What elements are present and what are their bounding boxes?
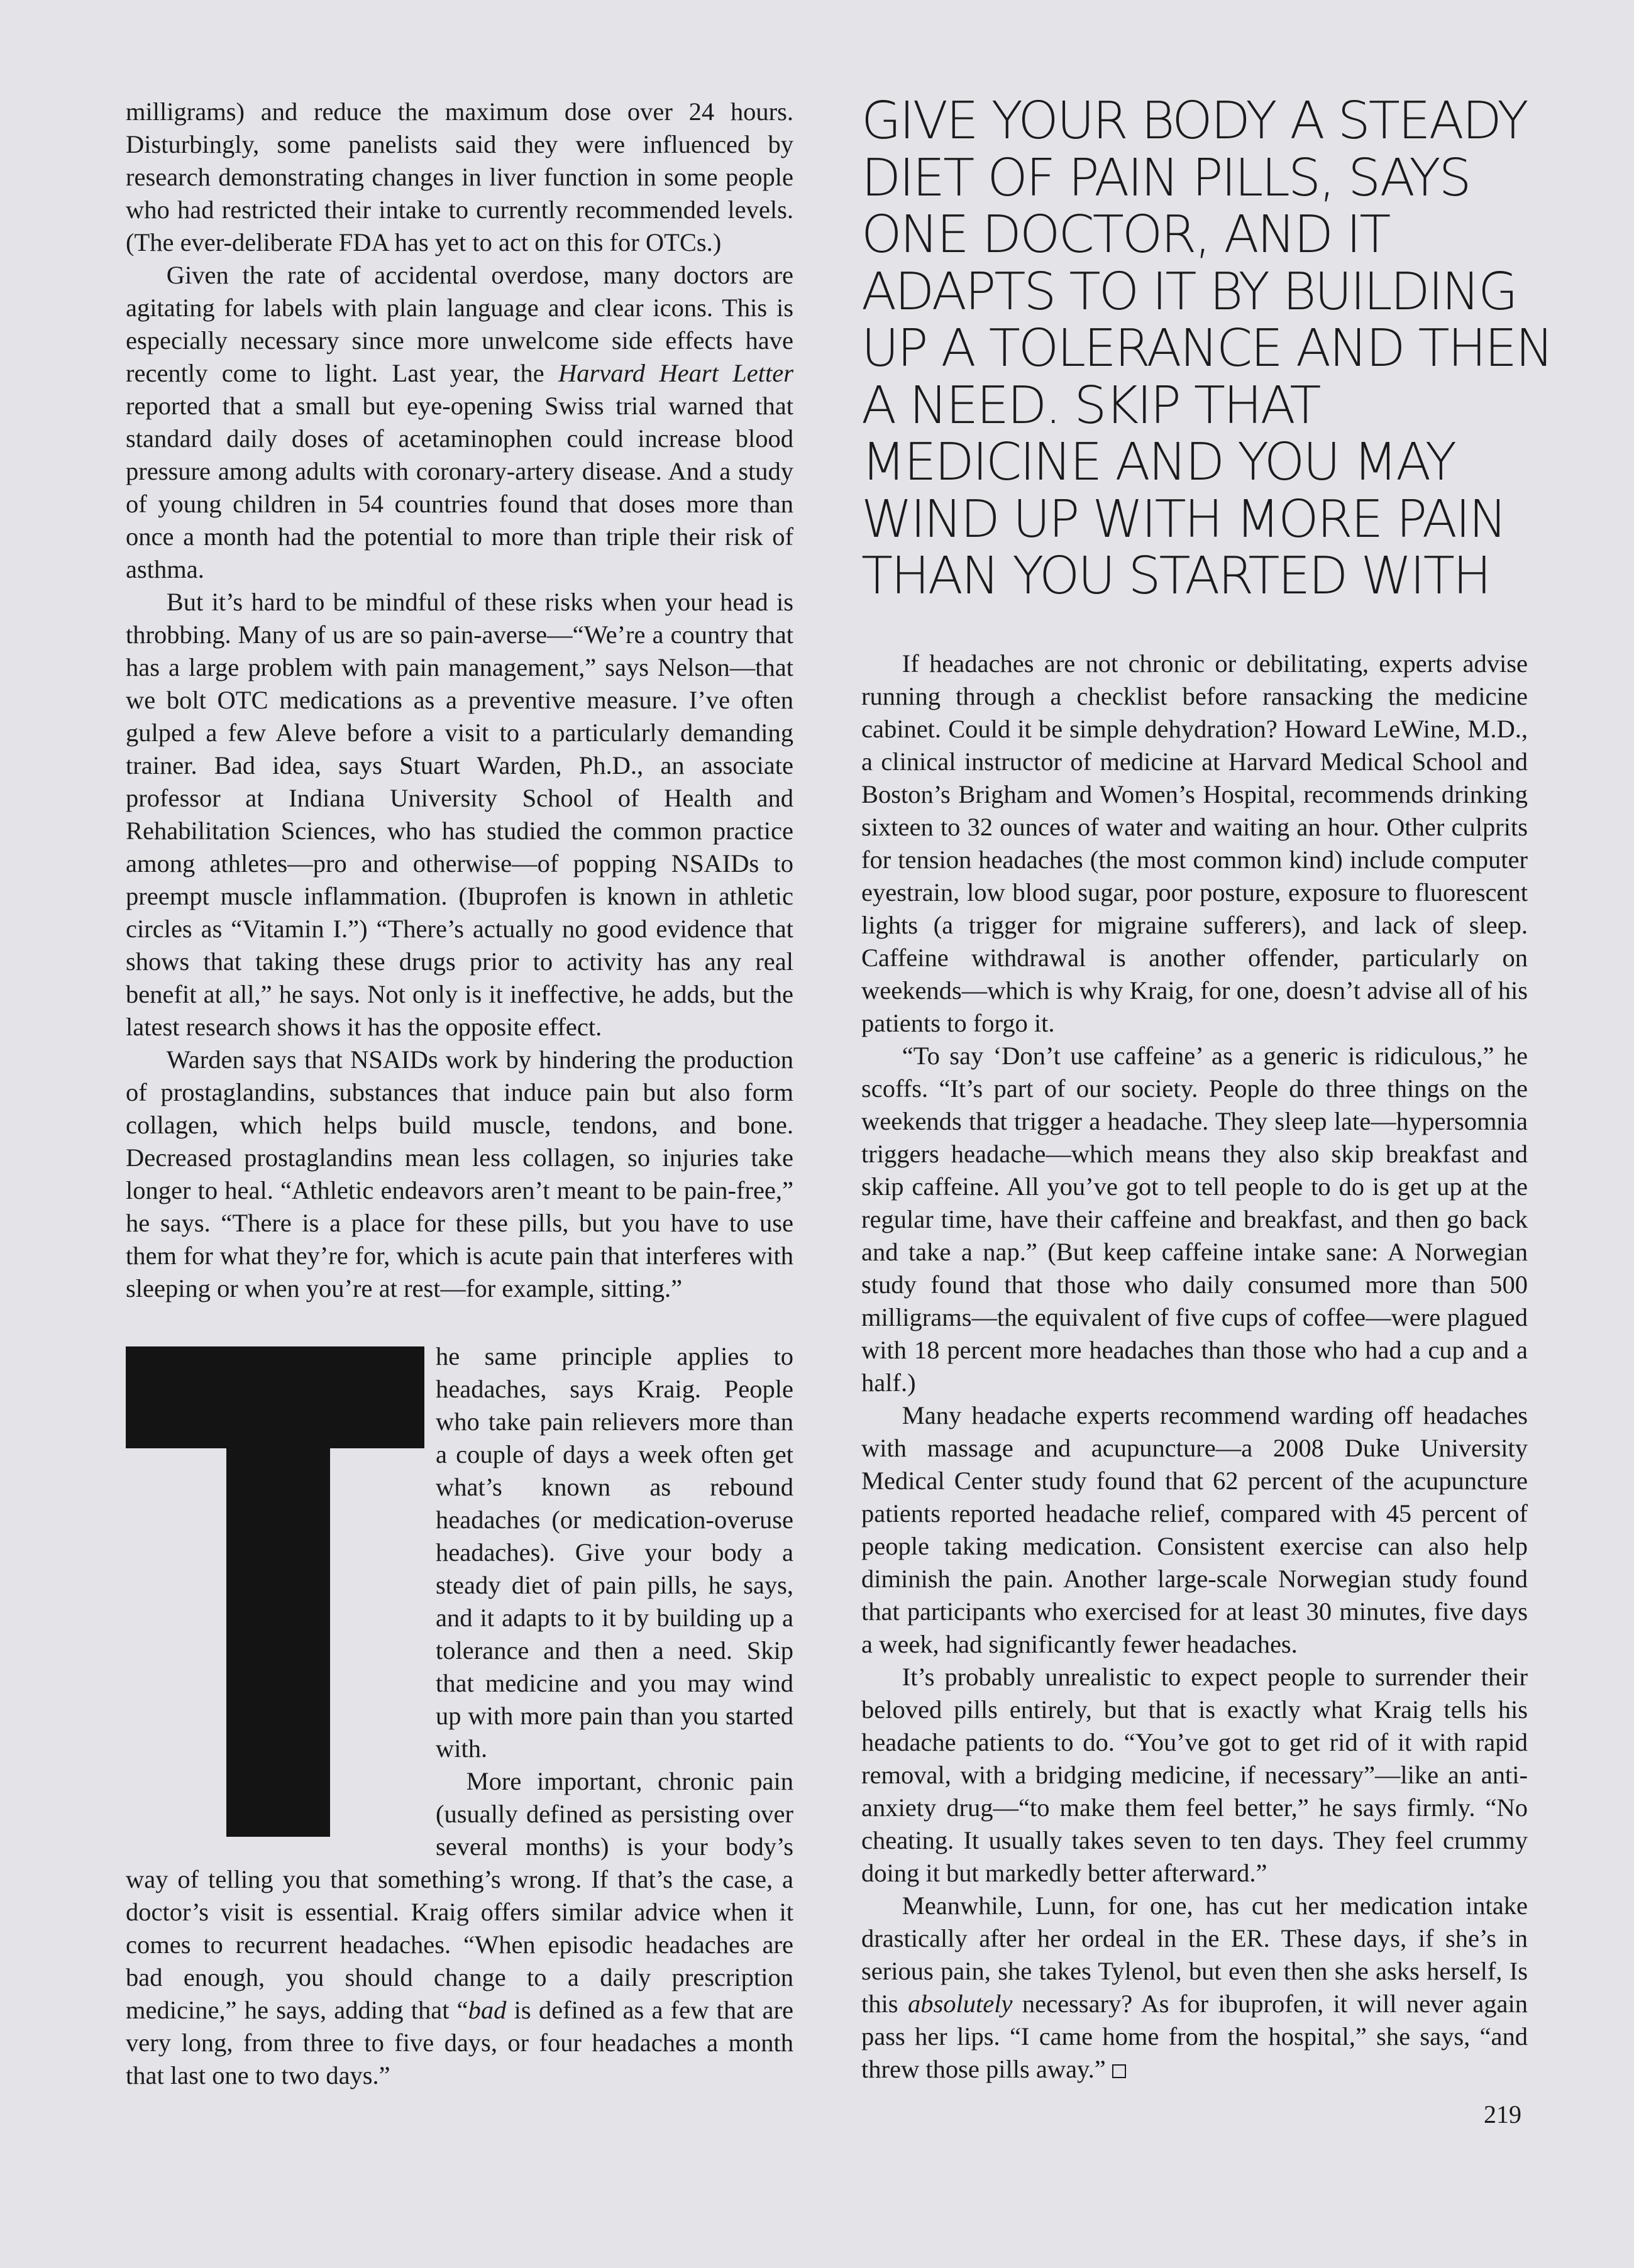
left-column (126, 96, 793, 2092)
emphasis: bad (468, 1996, 507, 2024)
drop-cap-stem (226, 1346, 330, 1837)
body-paragraph: milligrams) and reduce the maximum dose over 24 hours. Disturbingly, some panelists said they were influenced by research demonstrating changes in liver function in some people who had restricted their intake to currently recommended levels. (The ever-deliberate FDA has yet to act on this for OTCs.) (126, 97, 793, 256)
text-run: necessary? As for ibuprofen, it will never again pass her lips. “I came home from the hospital,” she says, “and threw those pills away.” (861, 1990, 1528, 2083)
text-run: is defined as a few that are very long, from three to five days, or four headaches a month that last one to two days.” (126, 1996, 793, 2089)
text-run: reported that a small but eye-opening Swiss trial warned that standard daily doses of acetaminophen could increase blood pressure among adults with coronary-artery disease. And a study of young children in 54 countries found that doses more than once a month had the potential to more than triple their risk of asthma. (126, 392, 793, 583)
body-paragraph: But it’s hard to be mindful of these risks when your head is throbbing. Many of us are so pain-averse—“We’re a country that has a large problem with pain management,” says Nelson—that we bolt OTC medications as a preventive measure. I’ve often gulped a few Aleve before a visit to a particularly demanding trainer. Bad idea, says Stuart Warden, Ph.D., an associate professor at Indiana University School of Health and Rehabilitation Sciences, who has studied the common practice among athletes—pro and otherwise—of popping NSAIDs to preempt muscle inflammation. (Ibuprofen is known in athletic circles as “Vitamin I.”) “There’s actually no good evidence that shows that taking these drugs prior to activity has any real benefit at all,” he says. Not only is it ineffective, he adds, but the latest research shows it has the opposite effect. (126, 588, 793, 1041)
end-mark-icon (1112, 2064, 1126, 2078)
text-run: Meanwhile, Lunn, for one, has cut her medication intake drastically after her ordeal in the ER. These days, if she’s in serious pain, she takes Tylenol, but even then she asks herself, Is this (861, 1891, 1528, 2018)
publication-title: Harvard Heart Letter (558, 359, 793, 387)
body-paragraph: Warden says that NSAIDs work by hindering the production of prostaglandins, substances that induce pain but also form collagen, which helps build muscle, tendons, and bone. Decreased prostaglandins mean less collagen, so injuries take longer to heal. “Athletic endeavors aren’t meant to be pain-free,” he says. “There is a place for these pills, but you have to use them for what they’re for, which is acute pain that interferes with sleeping or when you’re at rest—for example, sitting.” (126, 1045, 793, 1302)
page-number: 219 (1484, 2100, 1521, 2128)
body-paragraph: “To say ‘Don’t use caffeine’ as a generic is ridiculous,” he scoffs. “It’s part of our society. People do three things on the weekends that trigger a headache. They sleep late—hypersomnia triggers headache—which means they also skip breakfast and skip caffeine. All you’ve got to tell people to do is get up at the regular time, have their caffeine and breakfast, and then go back and take a nap.” (But keep caffeine intake sane: A Norwegian study found that those who daily consumed more than 500 milligrams—the equivalent of five cups of coffee—were plagued with 18 percent more headaches than those who had a cup and a half.) (861, 1042, 1528, 1397)
pull-quote: GIVE YOUR BODY A STEADY DIET OF PAIN PILLS, SAYS ONE DOCTOR, AND IT ADAPTS TO IT BY BUILDING UP A TOLERANCE AND THEN A NEED. SKIP THAT MEDICINE AND YOU MAY WIND UP WITH MORE PAIN THAN YOU STARTED WITH (861, 91, 1552, 606)
drop-cap (126, 1346, 424, 1843)
body-paragraph (126, 1340, 793, 1765)
body-paragraph: It’s probably unrealistic to expect people to surrender their beloved pills entirely, but that is exactly what Kraig tells his headache patients to do. “You’ve got to get rid of it with rapid removal, with a bridging medicine, if necessary”—like an anti-anxiety drug—“to make them feel better,” he says firmly. “No cheating. It usually takes seven to ten days. They feel crummy doing it but markedly better afterward.” (861, 1663, 1528, 1887)
body-paragraph (126, 259, 793, 586)
text-run: More important, chronic pain (usually defined as persisting over several months) is your body’s way of telling you that something’s wrong. If that’s the case, a doctor’s visit is essential. Kraig offers similar advice when it comes to recurrent headaches. “When episodic headaches are bad enough, you should change to a daily prescription medicine,” he says, adding that “ (126, 1767, 793, 2024)
body-paragraph (861, 1890, 1528, 2086)
emphasis: absolutely (907, 1990, 1013, 2018)
right-column (861, 647, 1528, 2086)
text-run: Given the rate of accidental overdose, many doctors are agitating for labels with plain language and clear icons. This is especially necessary since more unwelcome side effects have recently come to light. Last year, the (126, 261, 793, 387)
body-paragraph: If headaches are not chronic or debilitating, experts advise running through a checklist before ransacking the medicine cabinet. Could it be simple dehydration? Howard LeWine, M.D., a clinical instructor of medicine at Harvard Medical School and Boston’s Brigham and Women’s Hospital, recommends drinking sixteen to 32 ounces of water and waiting an hour. Other culprits for tension headaches (the most common kind) include computer eyestrain, low blood sugar, poor posture, exposure to fluorescent lights (a trigger for migraine sufferers), and lack of sleep. Caffeine withdrawal is another offender, particularly on weekends—which is why Kraig, for one, doesn’t advise all of his patients to forgo it. (861, 649, 1528, 1037)
text-run: he same principle applies to headaches, says Kraig. People who take pain relievers more than a couple of days a week often get what’s known as rebound headaches (or medication-overuse headaches). Give your body a steady diet of pain pills, he says, and it adapts to it by building up a tolerance and then a need. Skip that medicine and you may wind up with more pain than you started with. (436, 1342, 793, 1763)
body-paragraph: Many headache experts recommend warding off headaches with massage and acupuncture—a 2008 Duke University Medical Center study found that 62 percent of the acupuncture patients reported headache relief, compared with 45 percent of people taking medication. Consistent exercise can also help diminish the pain. Another large-scale Norwegian study found that participants who exercised for at least 30 minutes, five days a week, had significantly fewer headaches. (861, 1401, 1528, 1658)
